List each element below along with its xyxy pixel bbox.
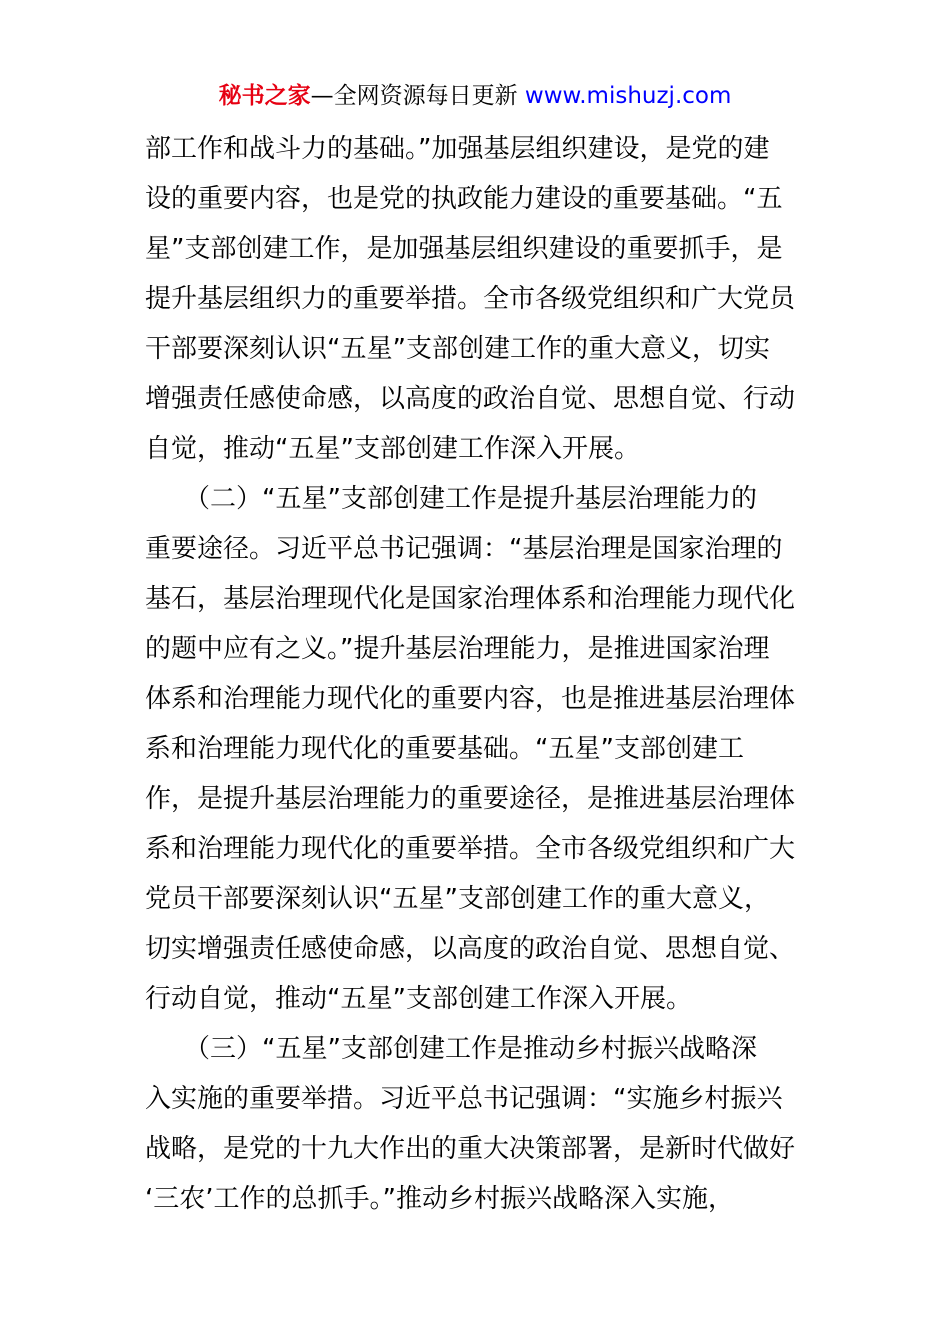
text-line: 自觉，推动“五星”支部创建工作深入开展。 xyxy=(145,434,640,464)
text-line: 行动自觉，推动“五星”支部创建工作深入开展。 xyxy=(145,984,692,1014)
text-line: 入实施的重要举措。习近平总书记强调：“实施乡村振兴 xyxy=(145,1084,783,1114)
site-url-link[interactable]: www.mishuzj.com xyxy=(524,83,732,109)
header-tagline: —全网资源每日更新 xyxy=(310,83,518,109)
text-line: 系和治理能力现代化的重要举措。全市各级党组织和广大 xyxy=(145,834,796,864)
text-line: 提升基层组织力的重要举措。全市各级党组织和广大党员 xyxy=(145,284,796,314)
text-line: 设的重要内容，也是党的执政能力建设的重要基础。“五 xyxy=(145,184,783,214)
text-line: 增强责任感使命感，以高度的政治自觉、思想自觉、行动 xyxy=(145,384,796,414)
text-line: 重要途径。习近平总书记强调：“基层治理是国家治理的 xyxy=(145,534,783,564)
text-line: 基石，基层治理现代化是国家治理体系和治理能力现代化 xyxy=(145,584,796,614)
text-line: 战略，是党的十九大作出的重大决策部署，是新时代做好 xyxy=(145,1134,796,1164)
text-line: 部工作和战斗力的基础。”加强基层组织建设，是党的建 xyxy=(145,134,770,164)
text-line: ‘三农’工作的总抓手。”推动乡村振兴战略深入实施， xyxy=(145,1184,734,1214)
text-line: 切实增强责任感使命感，以高度的政治自觉、思想自觉、 xyxy=(145,934,796,964)
brand-name: 秘书之家 xyxy=(218,83,311,109)
text-line: 作，是提升基层治理能力的重要途径，是推进基层治理体 xyxy=(145,784,796,814)
text-line: 干部要深刻认识“五星”支部创建工作的重大意义，切实 xyxy=(145,334,770,364)
text-line: 体系和治理能力现代化的重要内容，也是推进基层治理体 xyxy=(145,684,796,714)
text-line: 星”支部创建工作，是加强基层组织建设的重要抓手，是 xyxy=(145,234,783,264)
document-body xyxy=(145,124,810,1224)
text-line: 系和治理能力现代化的重要基础。“五星”支部创建工 xyxy=(145,734,744,764)
text-line: 的题中应有之义。”提升基层治理能力，是推进国家治理 xyxy=(145,634,770,664)
text-line: （二）“五星”支部创建工作是提升基层治理能力的 xyxy=(145,484,757,514)
text-line: （三）“五星”支部创建工作是推动乡村振兴战略深 xyxy=(145,1034,757,1064)
text-line: 党员干部要深刻认识“五星”支部创建工作的重大意义， xyxy=(145,884,770,914)
page-header xyxy=(0,80,950,112)
